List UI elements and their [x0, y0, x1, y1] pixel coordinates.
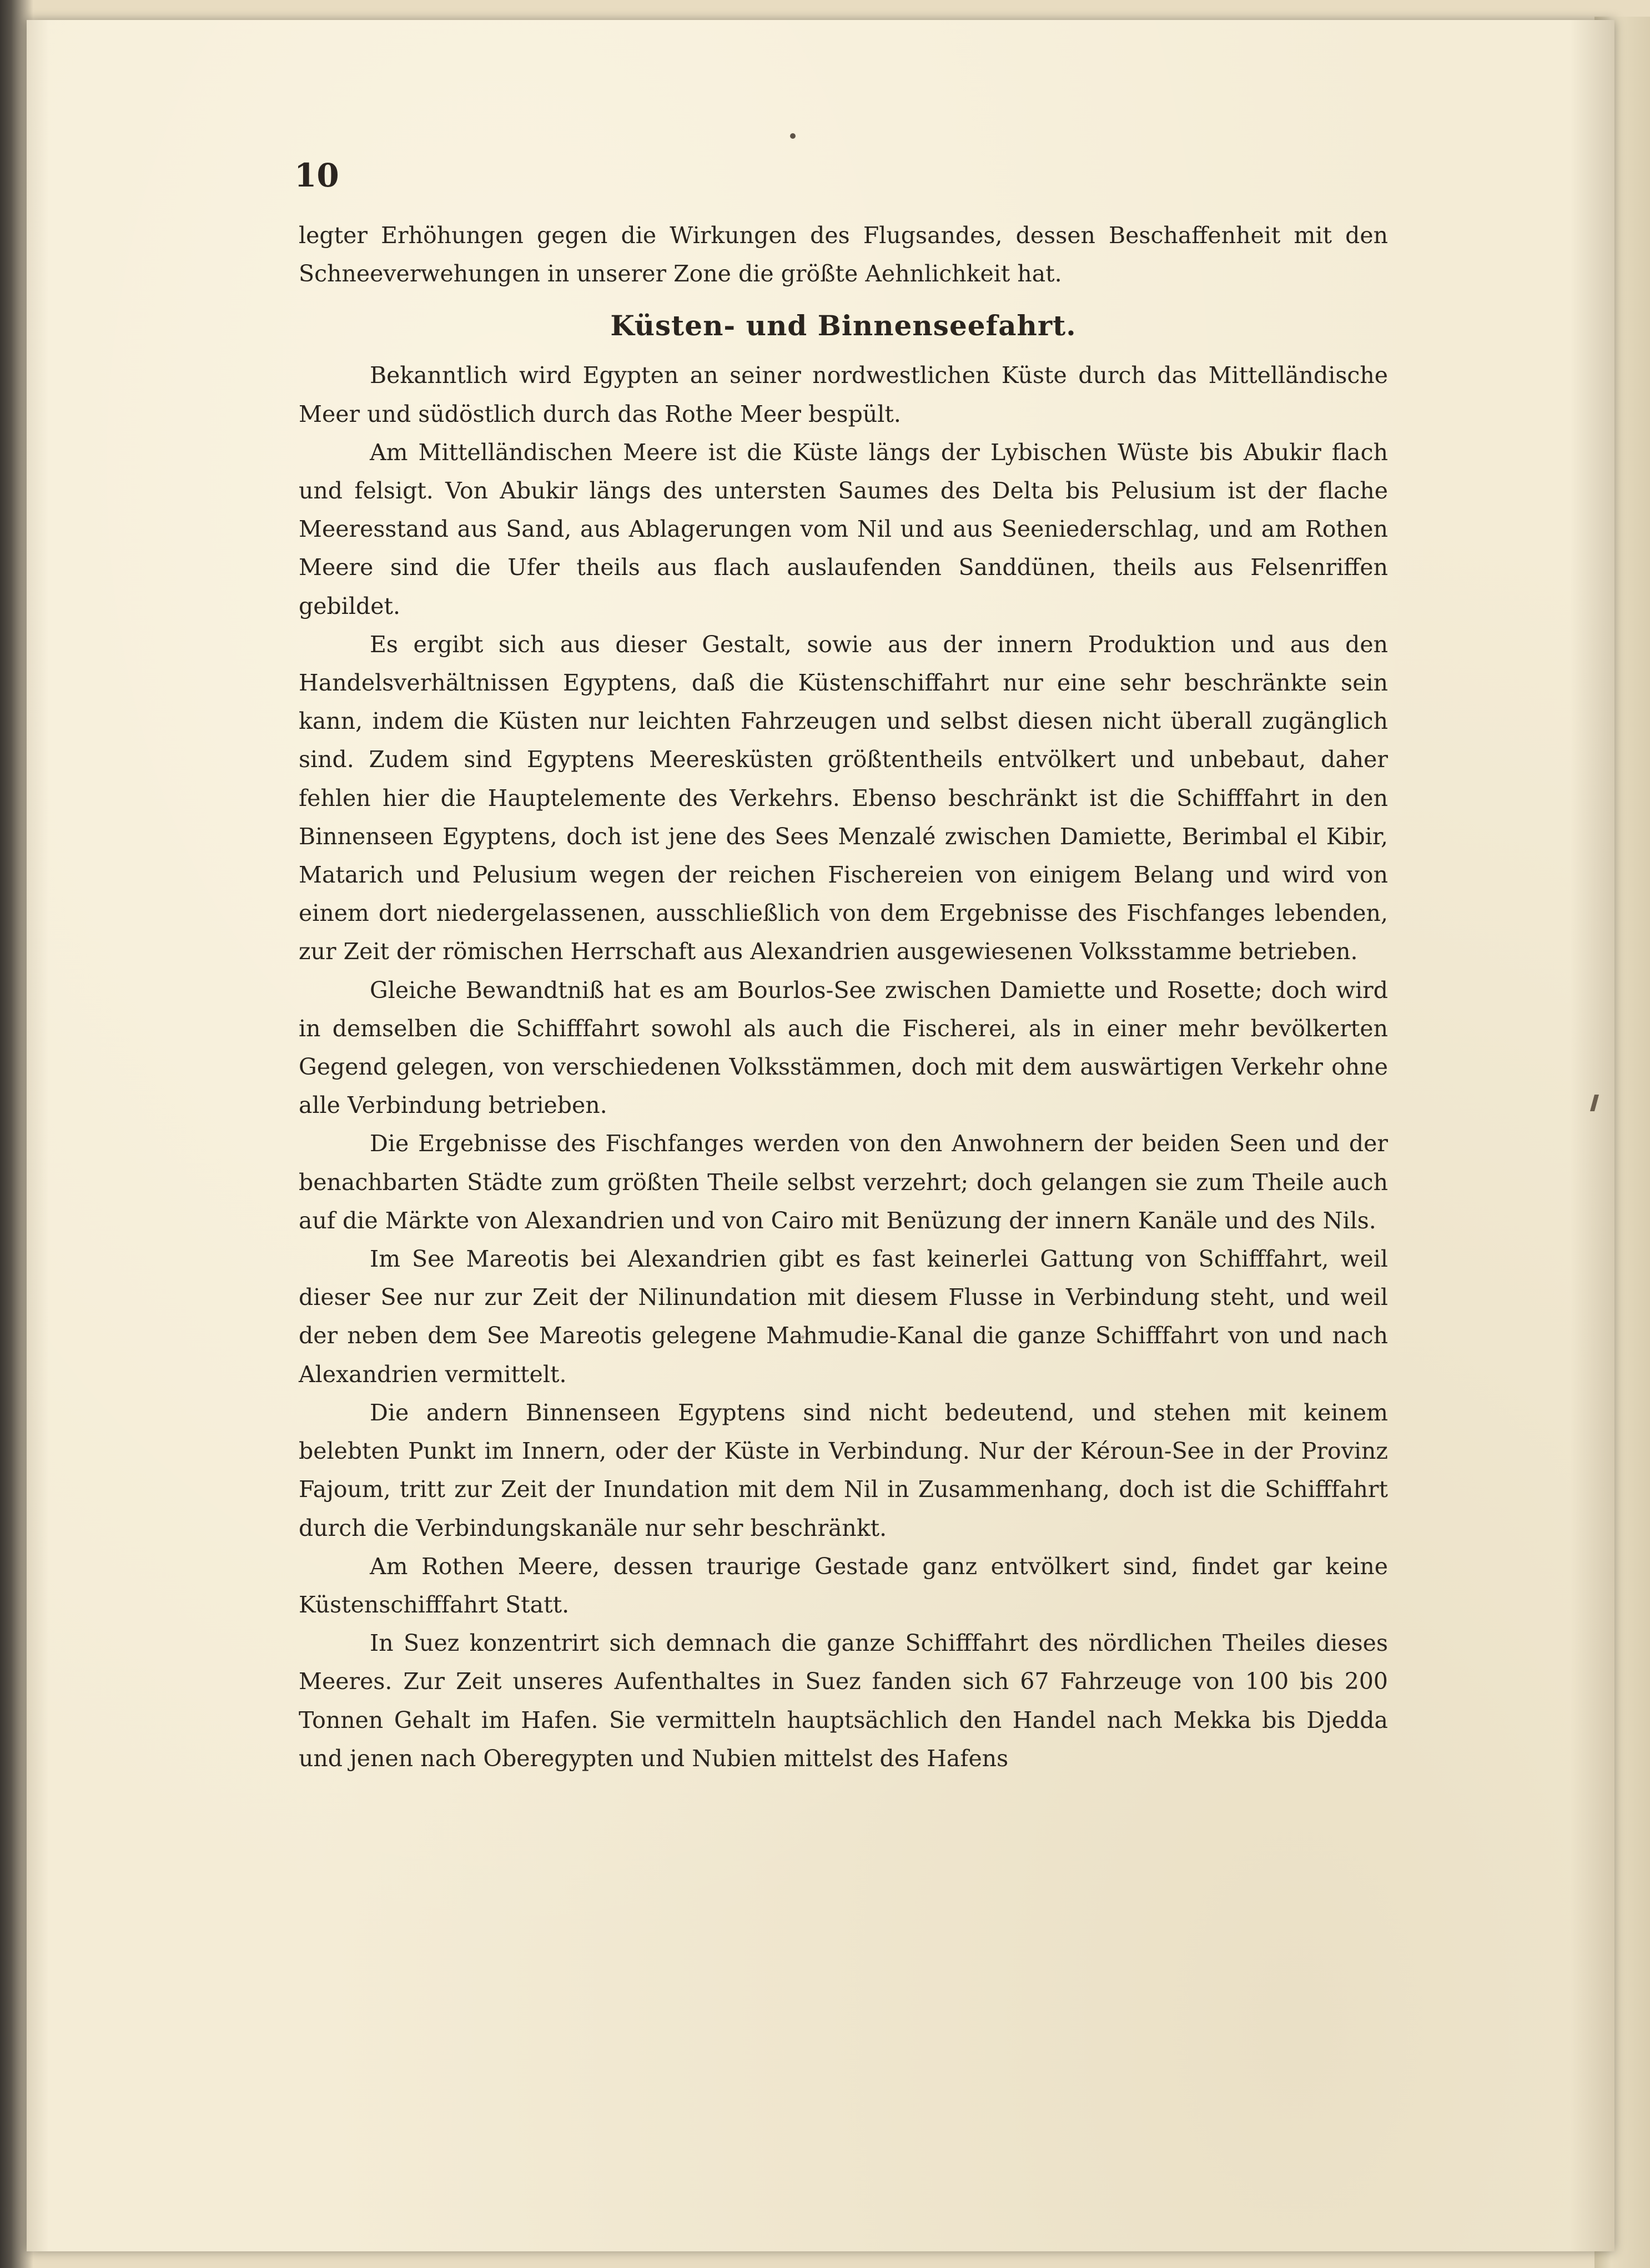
intro-paragraph: legter Erhöhungen gegen die Wirkungen des Flugsandes, dessen Beschaffenheit mit den Schneeverwehungen in unserer Zone die größte Aehnlichkeit hat.: [299, 222, 1388, 288]
paragraph: Am Mittelländischen Meere ist die Küste längs der Lybischen Wüste bis Abukir flach und felsigt. Von Abukir längs des untersten Saumes des Delta bis Pelusium ist der flache Meeresstand aus Sand, aus Ablagerungen vom Nil und aus Seeniederschlag, und am Rothen Meere sind die Ufer theils aus flach auslaufenden Sanddünen, theils aus Felsenriffen gebildet.: [299, 439, 1388, 619]
ink-speck: [790, 133, 796, 139]
section-heading: Küsten- und Binnenseefahrt.: [610, 309, 1076, 342]
paragraph: Die Ergebnisse des Fischfanges werden von den Anwohnern der beiden Seen und der benachbarten Städte zum größten Theile selbst verzehrt; doch gelangen sie zum Theile auch auf die Märkte von Alexandrien und von Cairo mit Benüzung der innern Kanäle und des Nils.: [299, 1130, 1388, 1234]
page-number: 10: [294, 157, 339, 194]
paragraph: In Suez konzentrirt sich demnach die ganze Schifffahrt des nördlichen Theiles dieses Meeres. Zur Zeit unseres Aufenthaltes in Suez fanden sich 67 Fahrzeuge von 100 bis 200 Tonnen Gehalt im Hafen. Sie vermitteln hauptsächlich den Handel nach Mekka bis Djedda und jenen nach Oberegypten und Nubien mittelst des Hafens: [299, 1630, 1388, 1772]
body-text: [299, 216, 1388, 1778]
paragraph: Im See Mareotis bei Alexandrien gibt es fast keinerlei Gattung von Schifffahrt, weil dieser See nur zur Zeit der Nilinundation mit diesem Flusse in Verbindung steht, und weil der neben dem See Mareotis gelegene Mahmudie-Kanal die ganze Schifffahrt von und nach Alexandrien vermittelt.: [299, 1246, 1388, 1388]
paragraph: Am Rothen Meere, dessen traurige Gestade ganz entvölkert sind, findet gar keine Küstenschifffahrt Statt.: [299, 1553, 1388, 1618]
paragraph: Es ergibt sich aus dieser Gestalt, sowie aus der innern Produktion und aus den Handelsverhältnissen Egyptens, daß die Küstenschiffahrt nur eine sehr beschränkte sein kann, indem die Küsten nur leichten Fahrzeugen und selbst diesen nicht überall zugänglich sind. Zudem sind Egyptens Meeresküsten größtentheils entvölkert und unbebaut, daher fehlen hier die Hauptelemente des Verkehrs. Ebenso beschränkt ist die Schifffahrt in den Binnenseen Egyptens, doch ist jene des Sees Menzalé zwischen Damiette, Berimbal el Kibir, Matarich und Pelusium wegen der reichen Fischereien von einigem Belang und wird von einem dort niedergelassenen, ausschließlich von dem Ergebnisse des Fischfanges lebenden, zur Zeit der römischen Herrschaft aus Alexandrien ausgewiesenen Volksstamme betrieben.: [299, 631, 1388, 965]
paragraph: Bekanntlich wird Egypten an seiner nordwestlichen Küste durch das Mittelländische Meer und südöstlich durch das Rothe Meer bespült.: [299, 362, 1388, 427]
paragraph: Die andern Binnenseen Egyptens sind nicht bedeutend, und stehen mit keinem belebten Punkt im Innern, oder der Küste in Verbindung. Nur der Kéroun-See in der Provinz Fajoum, tritt zur Zeit der Inundation mit dem Nil in Zusammenhang, doch ist die Schifffahrt durch die Verbindungskanäle nur sehr beschränkt.: [299, 1399, 1388, 1541]
paragraph: Gleiche Bewandtniß hat es am Bourlos-See zwischen Damiette und Rosette; doch wird in demselben die Schifffahrt sowohl als auch die Fischerei, als in einer mehr bevölkerten Gegend gelegen, von verschiedenen Volksstämmen, doch mit dem auswärtigen Verkehr ohne alle Verbindung betrieben.: [299, 976, 1388, 1119]
